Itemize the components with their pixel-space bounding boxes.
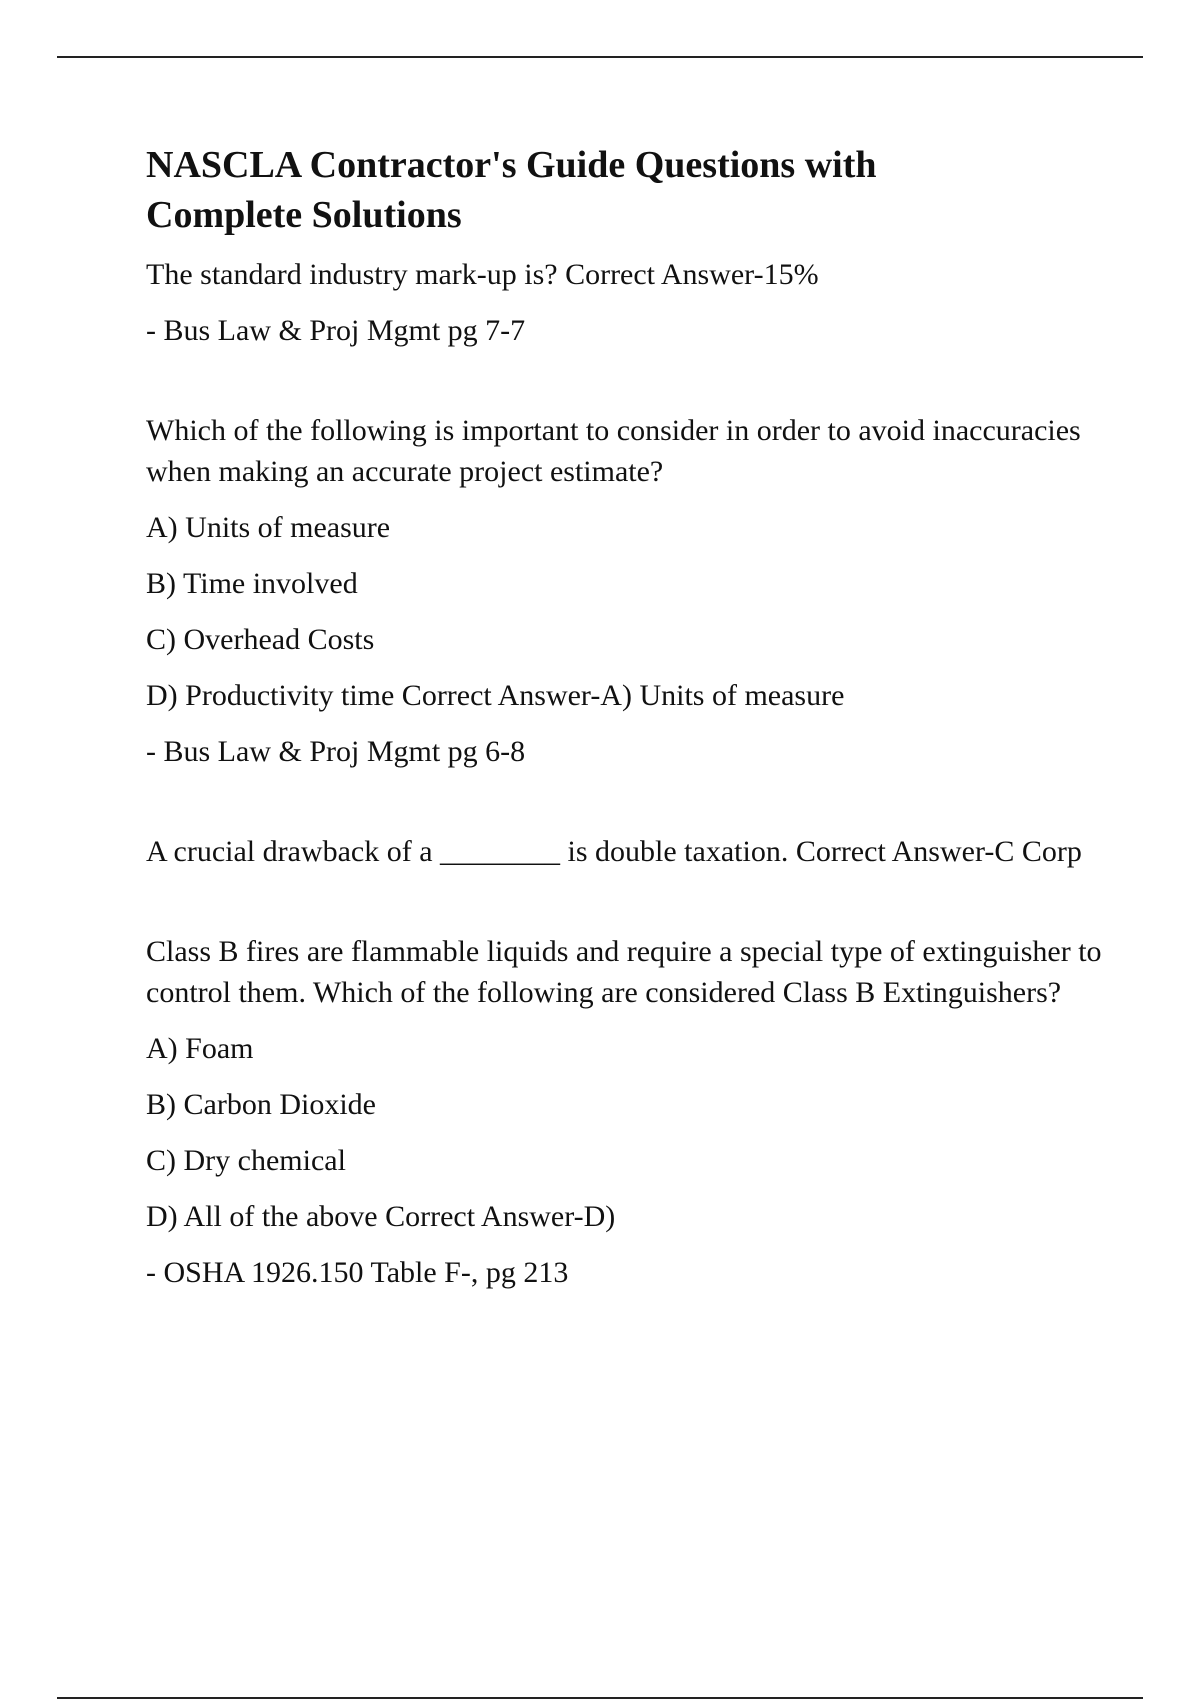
- spacer: [146, 787, 1106, 831]
- spacer: [146, 366, 1106, 410]
- question-reference: - OSHA 1926.150 Table F-, pg 213: [146, 1256, 569, 1289]
- question-block-1: [146, 254, 1106, 351]
- answer-option-a: A) Foam: [146, 1032, 254, 1065]
- question-block-3: [146, 831, 1106, 872]
- top-rule: [57, 56, 1143, 58]
- document-title: NASCLA Contractor's Guide Questions with Complete Solutions: [146, 144, 877, 236]
- question-text: The standard industry mark-up is? Correct Answer-15%: [146, 258, 819, 291]
- answer-option-b: B) Time involved: [146, 567, 358, 600]
- answer-option-d: D) Productivity time Correct Answer-A) Units of measure: [146, 679, 845, 712]
- answer-option-d: D) All of the above Correct Answer-D): [146, 1200, 616, 1233]
- answer-option-c: C) Dry chemical: [146, 1144, 346, 1177]
- question-text: Class B fires are flammable liquids and require a special type of extinguisher to control them. Which of the following are considered Class B Extinguishers?: [146, 935, 1102, 1009]
- document-body: [146, 140, 1106, 1308]
- bottom-rule: [57, 1697, 1143, 1699]
- spacer: [146, 887, 1106, 931]
- question-reference: - Bus Law & Proj Mgmt pg 7-7: [146, 314, 526, 347]
- question-text: A crucial drawback of a ________ is double taxation. Correct Answer-C Corp: [146, 835, 1082, 868]
- question-text: Which of the following is important to consider in order to avoid inaccuracies when making an accurate project estimate?: [146, 414, 1081, 488]
- answer-option-b: B) Carbon Dioxide: [146, 1088, 376, 1121]
- question-block-4: [146, 931, 1106, 1293]
- question-reference: - Bus Law & Proj Mgmt pg 6-8: [146, 735, 526, 768]
- answer-option-c: C) Overhead Costs: [146, 623, 375, 656]
- question-block-2: [146, 410, 1106, 772]
- answer-option-a: A) Units of measure: [146, 511, 391, 544]
